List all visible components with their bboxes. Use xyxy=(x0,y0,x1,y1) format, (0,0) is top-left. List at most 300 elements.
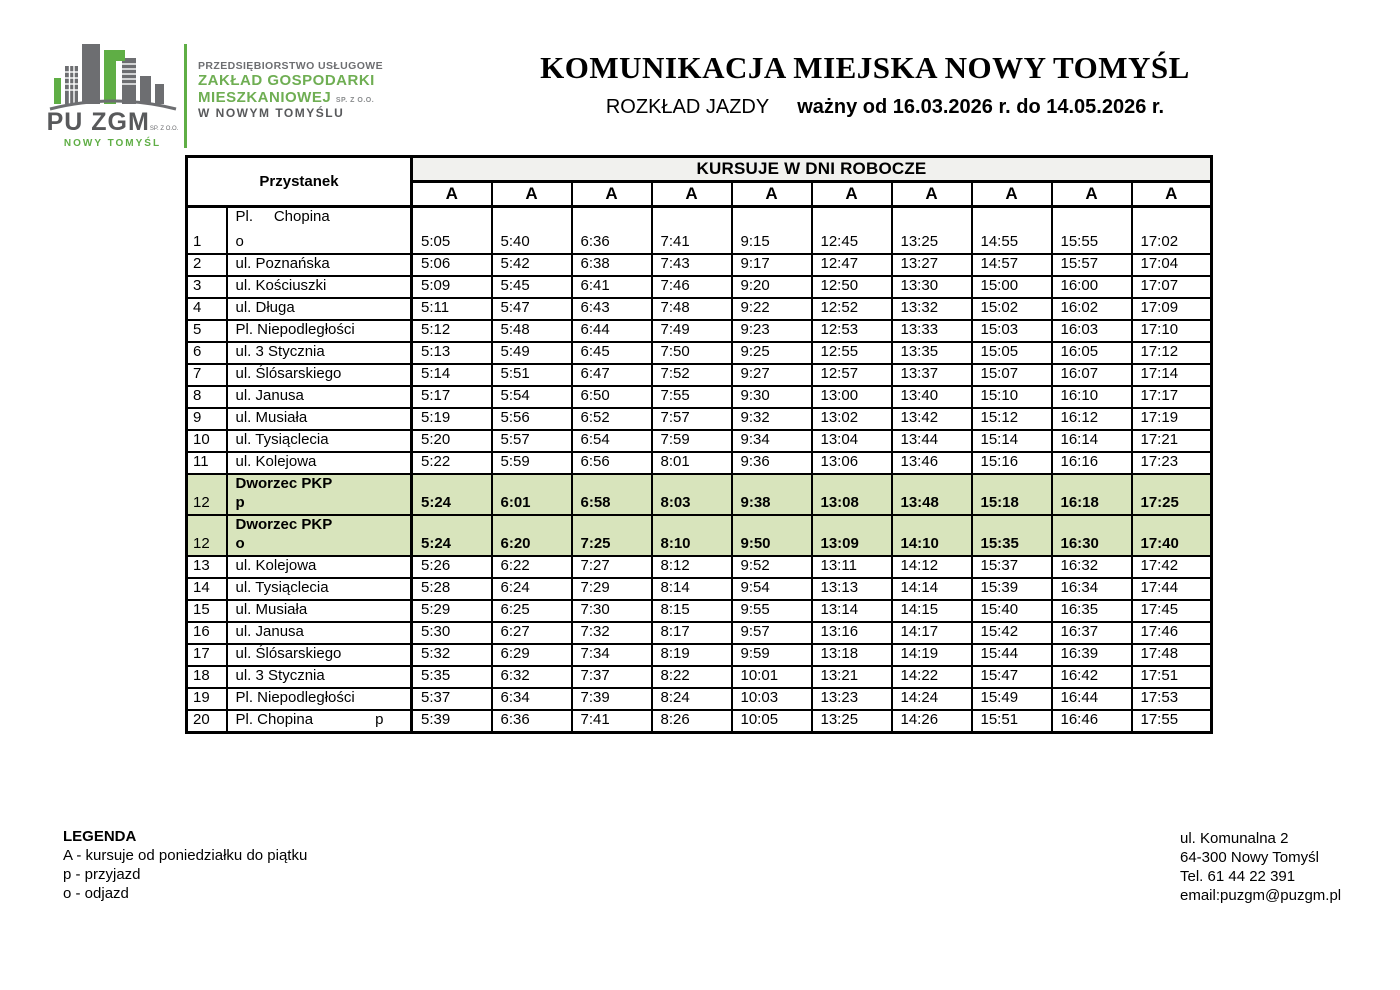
time-cell: 9:32 xyxy=(732,408,812,430)
time-cell: 5:57 xyxy=(492,430,572,452)
stop-name-label: ul. Tysiąclecia xyxy=(235,578,329,596)
table-row xyxy=(187,207,1212,254)
company-name-block xyxy=(198,60,383,120)
time-cell: 14:17 xyxy=(892,622,972,644)
time-cell: 7:57 xyxy=(652,408,732,430)
table-row xyxy=(187,430,1212,452)
time-cell: 9:30 xyxy=(732,386,812,408)
stop-name-label: Dworzec PKP xyxy=(235,474,333,492)
time-cell: 5:17 xyxy=(412,386,492,408)
stop-number: 5 xyxy=(187,320,227,342)
time-cell: 5:45 xyxy=(492,276,572,298)
time-cell: 12:50 xyxy=(812,276,892,298)
time-cell: 13:23 xyxy=(812,688,892,710)
time-cell: 9:25 xyxy=(732,342,812,364)
stop-name xyxy=(227,515,412,556)
time-cell: 14:24 xyxy=(892,688,972,710)
time-cell: 15:40 xyxy=(972,600,1052,622)
time-cell: 15:47 xyxy=(972,666,1052,688)
contact-info xyxy=(1180,829,1341,905)
stop-number: 2 xyxy=(187,254,227,276)
stop-name xyxy=(227,408,412,430)
time-cell: 16:18 xyxy=(1052,474,1132,515)
time-cell: 5:39 xyxy=(412,710,492,733)
time-cell: 13:13 xyxy=(812,578,892,600)
validity-dates: ważny od 16.03.2026 r. do 14.05.2026 r. xyxy=(797,96,1165,118)
time-cell: 5:06 xyxy=(412,254,492,276)
schedule-label: ROZKŁAD JAZDY xyxy=(605,96,770,118)
time-cell: 16:42 xyxy=(1052,666,1132,688)
stop-number: 16 xyxy=(187,622,227,644)
time-cell: 17:45 xyxy=(1132,600,1212,622)
time-cell: 12:45 xyxy=(812,207,892,254)
time-cell: 15:14 xyxy=(972,430,1052,452)
time-cell: 17:42 xyxy=(1132,556,1212,578)
time-cell: 7:50 xyxy=(652,342,732,364)
page-subtitle xyxy=(470,96,1260,119)
table-row xyxy=(187,276,1212,298)
stop-name-label: Pl. Chopina xyxy=(235,208,330,225)
time-cell: 6:43 xyxy=(572,298,652,320)
stop-name xyxy=(227,474,412,515)
stop-number: 18 xyxy=(187,666,227,688)
time-cell: 5:24 xyxy=(412,474,492,515)
company-line: ZAKŁAD GOSPODARKI xyxy=(198,72,375,90)
arrival-departure-flag: o xyxy=(235,534,245,552)
time-cell: 6:45 xyxy=(572,342,652,364)
time-cell: 7:48 xyxy=(652,298,732,320)
time-cell: 6:41 xyxy=(572,276,652,298)
stop-name-label: ul. Długa xyxy=(235,298,295,316)
time-cell: 6:34 xyxy=(492,688,572,710)
stop-name xyxy=(227,556,412,578)
table-row xyxy=(187,600,1212,622)
time-cell: 17:12 xyxy=(1132,342,1212,364)
stop-name xyxy=(227,276,412,298)
stop-number: 10 xyxy=(187,430,227,452)
time-cell: 17:07 xyxy=(1132,276,1212,298)
time-cell: 9:15 xyxy=(732,207,812,254)
time-cell: 15:37 xyxy=(972,556,1052,578)
timetable xyxy=(185,155,1213,734)
stop-name xyxy=(227,430,412,452)
time-cell: 5:11 xyxy=(412,298,492,320)
time-cell: 13:18 xyxy=(812,644,892,666)
page-header xyxy=(470,50,1260,119)
brand-name: PU ZGMSP. Z O.O. xyxy=(46,108,179,136)
stop-number: 12 xyxy=(187,515,227,556)
time-cell: 5:59 xyxy=(492,452,572,474)
time-cell: 17:10 xyxy=(1132,320,1212,342)
time-cell: 7:25 xyxy=(572,515,652,556)
table-row xyxy=(187,386,1212,408)
time-cell: 15:07 xyxy=(972,364,1052,386)
stop-name xyxy=(227,666,412,688)
time-cell: 16:00 xyxy=(1052,276,1132,298)
time-cell: 16:44 xyxy=(1052,688,1132,710)
time-cell: 6:50 xyxy=(572,386,652,408)
stop-name-label: ul. 3 Stycznia xyxy=(235,666,325,684)
stop-name xyxy=(227,710,412,733)
stop-name-label: ul. Janusa xyxy=(235,386,304,404)
time-cell: 9:55 xyxy=(732,600,812,622)
time-cell: 9:38 xyxy=(732,474,812,515)
time-cell: 13:35 xyxy=(892,342,972,364)
time-cell: 8:12 xyxy=(652,556,732,578)
time-cell: 7:34 xyxy=(572,644,652,666)
time-cell: 12:53 xyxy=(812,320,892,342)
company-legal-suffix: SP. Z O.O. xyxy=(335,97,375,105)
time-cell: 17:04 xyxy=(1132,254,1212,276)
time-cell: 9:17 xyxy=(732,254,812,276)
time-cell: 13:25 xyxy=(892,207,972,254)
time-cell: 16:30 xyxy=(1052,515,1132,556)
stop-name xyxy=(227,298,412,320)
time-cell: 17:48 xyxy=(1132,644,1212,666)
timetable-body xyxy=(187,207,1212,733)
stop-name-label: ul. Kolejowa xyxy=(235,556,317,574)
time-cell: 5:12 xyxy=(412,320,492,342)
group-header: KURSUJE W DNI ROBOCZE xyxy=(412,157,1212,182)
time-cell: 5:22 xyxy=(412,452,492,474)
time-cell: 8:19 xyxy=(652,644,732,666)
logo-divider xyxy=(184,44,187,148)
table-header-row xyxy=(187,157,1212,182)
time-cell: 17:14 xyxy=(1132,364,1212,386)
time-cell: 9:50 xyxy=(732,515,812,556)
stop-name-label: ul. Janusa xyxy=(235,622,304,640)
table-row xyxy=(187,298,1212,320)
time-cell: 7:55 xyxy=(652,386,732,408)
time-cell: 16:35 xyxy=(1052,600,1132,622)
time-cell: 16:02 xyxy=(1052,298,1132,320)
time-cell: 6:24 xyxy=(492,578,572,600)
time-cell: 9:34 xyxy=(732,430,812,452)
time-cell: 17:09 xyxy=(1132,298,1212,320)
time-cell: 5:09 xyxy=(412,276,492,298)
time-cell: 5:05 xyxy=(412,207,492,254)
time-cell: 8:14 xyxy=(652,578,732,600)
time-cell: 15:18 xyxy=(972,474,1052,515)
time-cell: 8:22 xyxy=(652,666,732,688)
table-row xyxy=(187,644,1212,666)
time-cell: 9:27 xyxy=(732,364,812,386)
stop-number: 15 xyxy=(187,600,227,622)
time-cell: 9:36 xyxy=(732,452,812,474)
legend xyxy=(63,827,307,903)
time-cell: 5:26 xyxy=(412,556,492,578)
time-cell: 16:46 xyxy=(1052,710,1132,733)
time-cell: 10:05 xyxy=(732,710,812,733)
company-line: W NOWYM TOMYŚLU xyxy=(198,105,345,120)
table-row xyxy=(187,364,1212,386)
time-cell: 12:57 xyxy=(812,364,892,386)
timetable-table xyxy=(185,155,1213,734)
time-cell: 7:49 xyxy=(652,320,732,342)
time-cell: 5:28 xyxy=(412,578,492,600)
time-cell: 15:02 xyxy=(972,298,1052,320)
stop-name xyxy=(227,320,412,342)
time-cell: 7:30 xyxy=(572,600,652,622)
time-cell: 7:41 xyxy=(652,207,732,254)
time-cell: 13:40 xyxy=(892,386,972,408)
time-cell: 14:57 xyxy=(972,254,1052,276)
time-cell: 8:01 xyxy=(652,452,732,474)
company-line: MIESZKANIOWEJ SP. Z O.O. xyxy=(198,89,375,107)
stop-name xyxy=(227,254,412,276)
time-cell: 6:32 xyxy=(492,666,572,688)
time-cell: 14:19 xyxy=(892,644,972,666)
time-cell: 9:22 xyxy=(732,298,812,320)
stop-name-label: ul. Poznańska xyxy=(235,254,330,272)
time-cell: 7:43 xyxy=(652,254,732,276)
contact-line: ul. Komunalna 2 xyxy=(1180,830,1289,847)
stop-name-label: ul. Kolejowa xyxy=(235,452,317,470)
time-cell: 8:03 xyxy=(652,474,732,515)
time-cell: 17:19 xyxy=(1132,408,1212,430)
time-cell: 5:49 xyxy=(492,342,572,364)
time-cell: 5:20 xyxy=(412,430,492,452)
time-cell: 7:29 xyxy=(572,578,652,600)
stop-name-label: Pl. Niepodległości xyxy=(235,320,355,338)
time-cell: 6:25 xyxy=(492,600,572,622)
table-row xyxy=(187,342,1212,364)
time-cell: 14:26 xyxy=(892,710,972,733)
time-cell: 5:51 xyxy=(492,364,572,386)
time-cell: 7:59 xyxy=(652,430,732,452)
time-cell: 5:19 xyxy=(412,408,492,430)
time-cell: 13:16 xyxy=(812,622,892,644)
column-label: A xyxy=(1052,182,1132,207)
time-cell: 13:33 xyxy=(892,320,972,342)
table-row xyxy=(187,408,1212,430)
time-cell: 13:30 xyxy=(892,276,972,298)
time-cell: 9:23 xyxy=(732,320,812,342)
table-row xyxy=(187,578,1212,600)
time-cell: 5:24 xyxy=(412,515,492,556)
stop-name xyxy=(227,644,412,666)
stop-name-label: Pl. Niepodległości xyxy=(235,688,355,706)
time-cell: 6:27 xyxy=(492,622,572,644)
time-cell: 16:39 xyxy=(1052,644,1132,666)
time-cell: 15:42 xyxy=(972,622,1052,644)
time-cell: 16:34 xyxy=(1052,578,1132,600)
stop-number: 19 xyxy=(187,688,227,710)
contact-line: 64-300 Nowy Tomyśl xyxy=(1180,849,1319,866)
contact-line: Tel. 61 44 22 391 xyxy=(1180,868,1296,885)
time-cell: 5:29 xyxy=(412,600,492,622)
company-line: PRZEDSIĘBIORSTWO USŁUGOWE xyxy=(198,60,384,72)
time-cell: 13:11 xyxy=(812,556,892,578)
time-cell: 5:30 xyxy=(412,622,492,644)
stop-name xyxy=(227,600,412,622)
time-cell: 17:53 xyxy=(1132,688,1212,710)
time-cell: 15:00 xyxy=(972,276,1052,298)
time-cell: 15:57 xyxy=(1052,254,1132,276)
arrival-departure-flag: p xyxy=(375,710,384,728)
time-cell: 16:16 xyxy=(1052,452,1132,474)
time-cell: 7:41 xyxy=(572,710,652,733)
time-cell: 13:14 xyxy=(812,600,892,622)
time-cell: 5:42 xyxy=(492,254,572,276)
stop-name xyxy=(227,578,412,600)
stop-number: 1 xyxy=(187,207,227,254)
time-cell: 13:25 xyxy=(812,710,892,733)
column-label: A xyxy=(892,182,972,207)
time-cell: 8:26 xyxy=(652,710,732,733)
time-cell: 16:05 xyxy=(1052,342,1132,364)
time-cell: 17:25 xyxy=(1132,474,1212,515)
column-label: A xyxy=(972,182,1052,207)
stop-number: 11 xyxy=(187,452,227,474)
time-cell: 13:46 xyxy=(892,452,972,474)
city-skyline-icon xyxy=(48,36,178,112)
stop-number: 4 xyxy=(187,298,227,320)
time-cell: 15:05 xyxy=(972,342,1052,364)
time-cell: 5:13 xyxy=(412,342,492,364)
stop-name-label: ul. 3 Stycznia xyxy=(235,342,325,360)
time-cell: 15:51 xyxy=(972,710,1052,733)
time-cell: 6:22 xyxy=(492,556,572,578)
time-cell: 13:27 xyxy=(892,254,972,276)
time-cell: 15:12 xyxy=(972,408,1052,430)
time-cell: 16:32 xyxy=(1052,556,1132,578)
time-cell: 7:27 xyxy=(572,556,652,578)
time-cell: 7:52 xyxy=(652,364,732,386)
arrival-departure-flag: p xyxy=(235,493,245,511)
stop-name-label: ul. Ślósarskiego xyxy=(235,364,342,382)
table-row xyxy=(187,666,1212,688)
time-cell: 17:21 xyxy=(1132,430,1212,452)
time-cell: 12:52 xyxy=(812,298,892,320)
time-cell: 14:15 xyxy=(892,600,972,622)
time-cell: 14:10 xyxy=(892,515,972,556)
stop-name-label: ul. Ślósarskiego xyxy=(235,644,342,662)
legend-title: LEGENDA xyxy=(63,828,137,845)
time-cell: 10:03 xyxy=(732,688,812,710)
column-label: A xyxy=(412,182,492,207)
time-cell: 9:20 xyxy=(732,276,812,298)
stop-name xyxy=(227,622,412,644)
time-cell: 13:21 xyxy=(812,666,892,688)
table-row xyxy=(187,320,1212,342)
time-cell: 8:17 xyxy=(652,622,732,644)
legend-item: p - przyjazd xyxy=(63,866,141,883)
time-cell: 13:44 xyxy=(892,430,972,452)
time-cell: 15:16 xyxy=(972,452,1052,474)
stop-number: 13 xyxy=(187,556,227,578)
time-cell: 7:37 xyxy=(572,666,652,688)
time-cell: 13:48 xyxy=(892,474,972,515)
time-cell: 7:32 xyxy=(572,622,652,644)
table-row xyxy=(187,452,1212,474)
stop-number: 6 xyxy=(187,342,227,364)
time-cell: 13:42 xyxy=(892,408,972,430)
table-row xyxy=(187,622,1212,644)
time-cell: 9:59 xyxy=(732,644,812,666)
stop-number: 17 xyxy=(187,644,227,666)
time-cell: 16:37 xyxy=(1052,622,1132,644)
time-cell: 9:52 xyxy=(732,556,812,578)
arrival-departure-flag: o xyxy=(235,232,244,250)
column-label: A xyxy=(732,182,812,207)
time-cell: 6:54 xyxy=(572,430,652,452)
stop-column-header: Przystanek xyxy=(187,157,412,207)
time-cell: 17:55 xyxy=(1132,710,1212,733)
time-cell: 5:56 xyxy=(492,408,572,430)
stop-name-label: ul. Musiała xyxy=(235,600,308,618)
time-cell: 17:23 xyxy=(1132,452,1212,474)
time-cell: 12:47 xyxy=(812,254,892,276)
table-row xyxy=(187,710,1212,733)
time-cell: 13:02 xyxy=(812,408,892,430)
table-row xyxy=(187,556,1212,578)
stop-name xyxy=(227,364,412,386)
company-logo xyxy=(45,36,180,149)
brand-city: NOWY TOMYŚL xyxy=(63,138,162,149)
time-cell: 15:10 xyxy=(972,386,1052,408)
column-label: A xyxy=(1132,182,1212,207)
column-label: A xyxy=(492,182,572,207)
time-cell: 16:03 xyxy=(1052,320,1132,342)
time-cell: 13:37 xyxy=(892,364,972,386)
time-cell: 6:58 xyxy=(572,474,652,515)
table-row xyxy=(187,515,1212,556)
time-cell: 6:52 xyxy=(572,408,652,430)
stop-number: 3 xyxy=(187,276,227,298)
time-cell: 10:01 xyxy=(732,666,812,688)
time-cell: 6:47 xyxy=(572,364,652,386)
time-cell: 15:44 xyxy=(972,644,1052,666)
table-row xyxy=(187,474,1212,515)
time-cell: 13:00 xyxy=(812,386,892,408)
time-cell: 13:09 xyxy=(812,515,892,556)
page-title: KOMUNIKACJA MIEJSKA NOWY TOMYŚL xyxy=(540,50,1190,85)
time-cell: 15:03 xyxy=(972,320,1052,342)
time-cell: 9:54 xyxy=(732,578,812,600)
stop-number: 7 xyxy=(187,364,227,386)
stop-name-label: ul. Tysiąclecia xyxy=(235,430,329,448)
time-cell: 17:46 xyxy=(1132,622,1212,644)
time-cell: 5:14 xyxy=(412,364,492,386)
stop-name xyxy=(227,452,412,474)
time-cell: 6:36 xyxy=(492,710,572,733)
time-cell: 7:39 xyxy=(572,688,652,710)
stop-name xyxy=(227,342,412,364)
time-cell: 6:38 xyxy=(572,254,652,276)
time-cell: 15:49 xyxy=(972,688,1052,710)
stop-name xyxy=(227,207,412,254)
time-cell: 15:55 xyxy=(1052,207,1132,254)
stop-name-label: Dworzec PKP xyxy=(235,515,333,533)
time-cell: 16:10 xyxy=(1052,386,1132,408)
stop-name-label: ul. Musiała xyxy=(235,408,308,426)
stop-name xyxy=(227,386,412,408)
time-cell: 15:35 xyxy=(972,515,1052,556)
time-cell: 7:46 xyxy=(652,276,732,298)
column-label: A xyxy=(572,182,652,207)
time-cell: 13:06 xyxy=(812,452,892,474)
stop-number: 20 xyxy=(187,710,227,733)
stop-name xyxy=(227,688,412,710)
table-row xyxy=(187,688,1212,710)
time-cell: 17:40 xyxy=(1132,515,1212,556)
time-cell: 13:08 xyxy=(812,474,892,515)
time-cell: 6:01 xyxy=(492,474,572,515)
time-cell: 8:15 xyxy=(652,600,732,622)
brand-suffix: SP. Z O.O. xyxy=(149,126,179,132)
time-cell: 17:02 xyxy=(1132,207,1212,254)
